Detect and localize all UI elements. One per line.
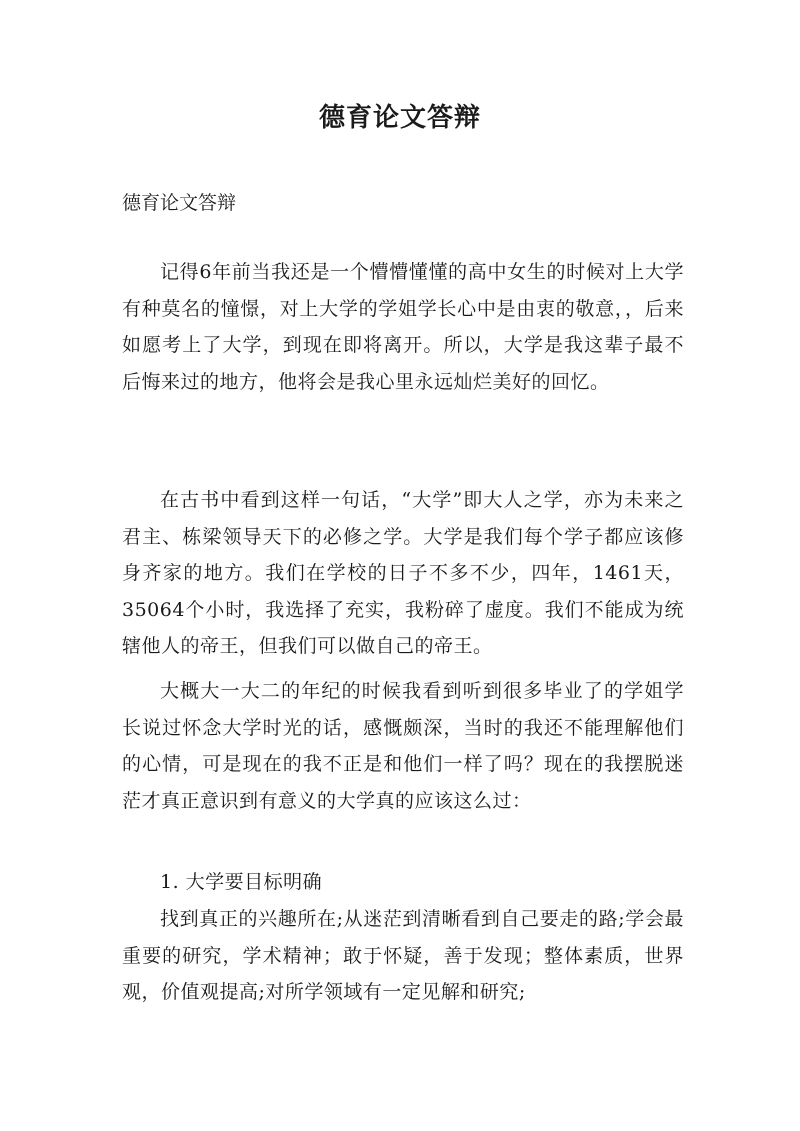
- paragraph-4: 找到真正的兴趣所在;从迷茫到清晰看到自己要走的路;学会最重要的研究，学术精神；敢于怀疑，善于发现；整体素质，世界观，价值观提高;对所学领域有一定见解和研究;: [122, 908, 684, 1003]
- document-title: 德育论文答辩: [318, 103, 481, 133]
- section-heading-1: 1. 大学要目标明确: [160, 871, 323, 893]
- paragraph-2: 在古书中看到这样一句话，“大学”即大人之学，亦为未来之君主、栋梁领导天下的必修之学。大学是我们每个学子都应该修身齐家的地方。我们在学校的日子不多不少，四年，1461天，35064个小时，我选择了充实，我粉碎了虚度。我们不能成为统辖他人的帝王，但我们可以做自己的帝王。: [122, 489, 684, 657]
- paragraph-3: 大概大一大二的年纪的时候我看到听到很多毕业了的学姐学长说过怀念大学时光的话，感慨颇深，当时的我还不能理解他们的心情，可是现在的我不正是和他们一样了吗？现在的我摆脱迷茫才真正意识到有意义的大学真的应该这么过：: [122, 680, 684, 812]
- document-subtitle: 德育论文答辩: [122, 192, 237, 214]
- paragraph-1: 记得6年前当我还是一个懵懵懂懂的高中女生的时候对上大学有种莫名的憧憬，对上大学的学姐学长心中是由衷的敬意，，后来如愿考上了大学，到现在即将离开。所以，大学是我这辈子最不后悔来过的地方，他将会是我心里永远灿烂美好的回忆。: [122, 261, 684, 393]
